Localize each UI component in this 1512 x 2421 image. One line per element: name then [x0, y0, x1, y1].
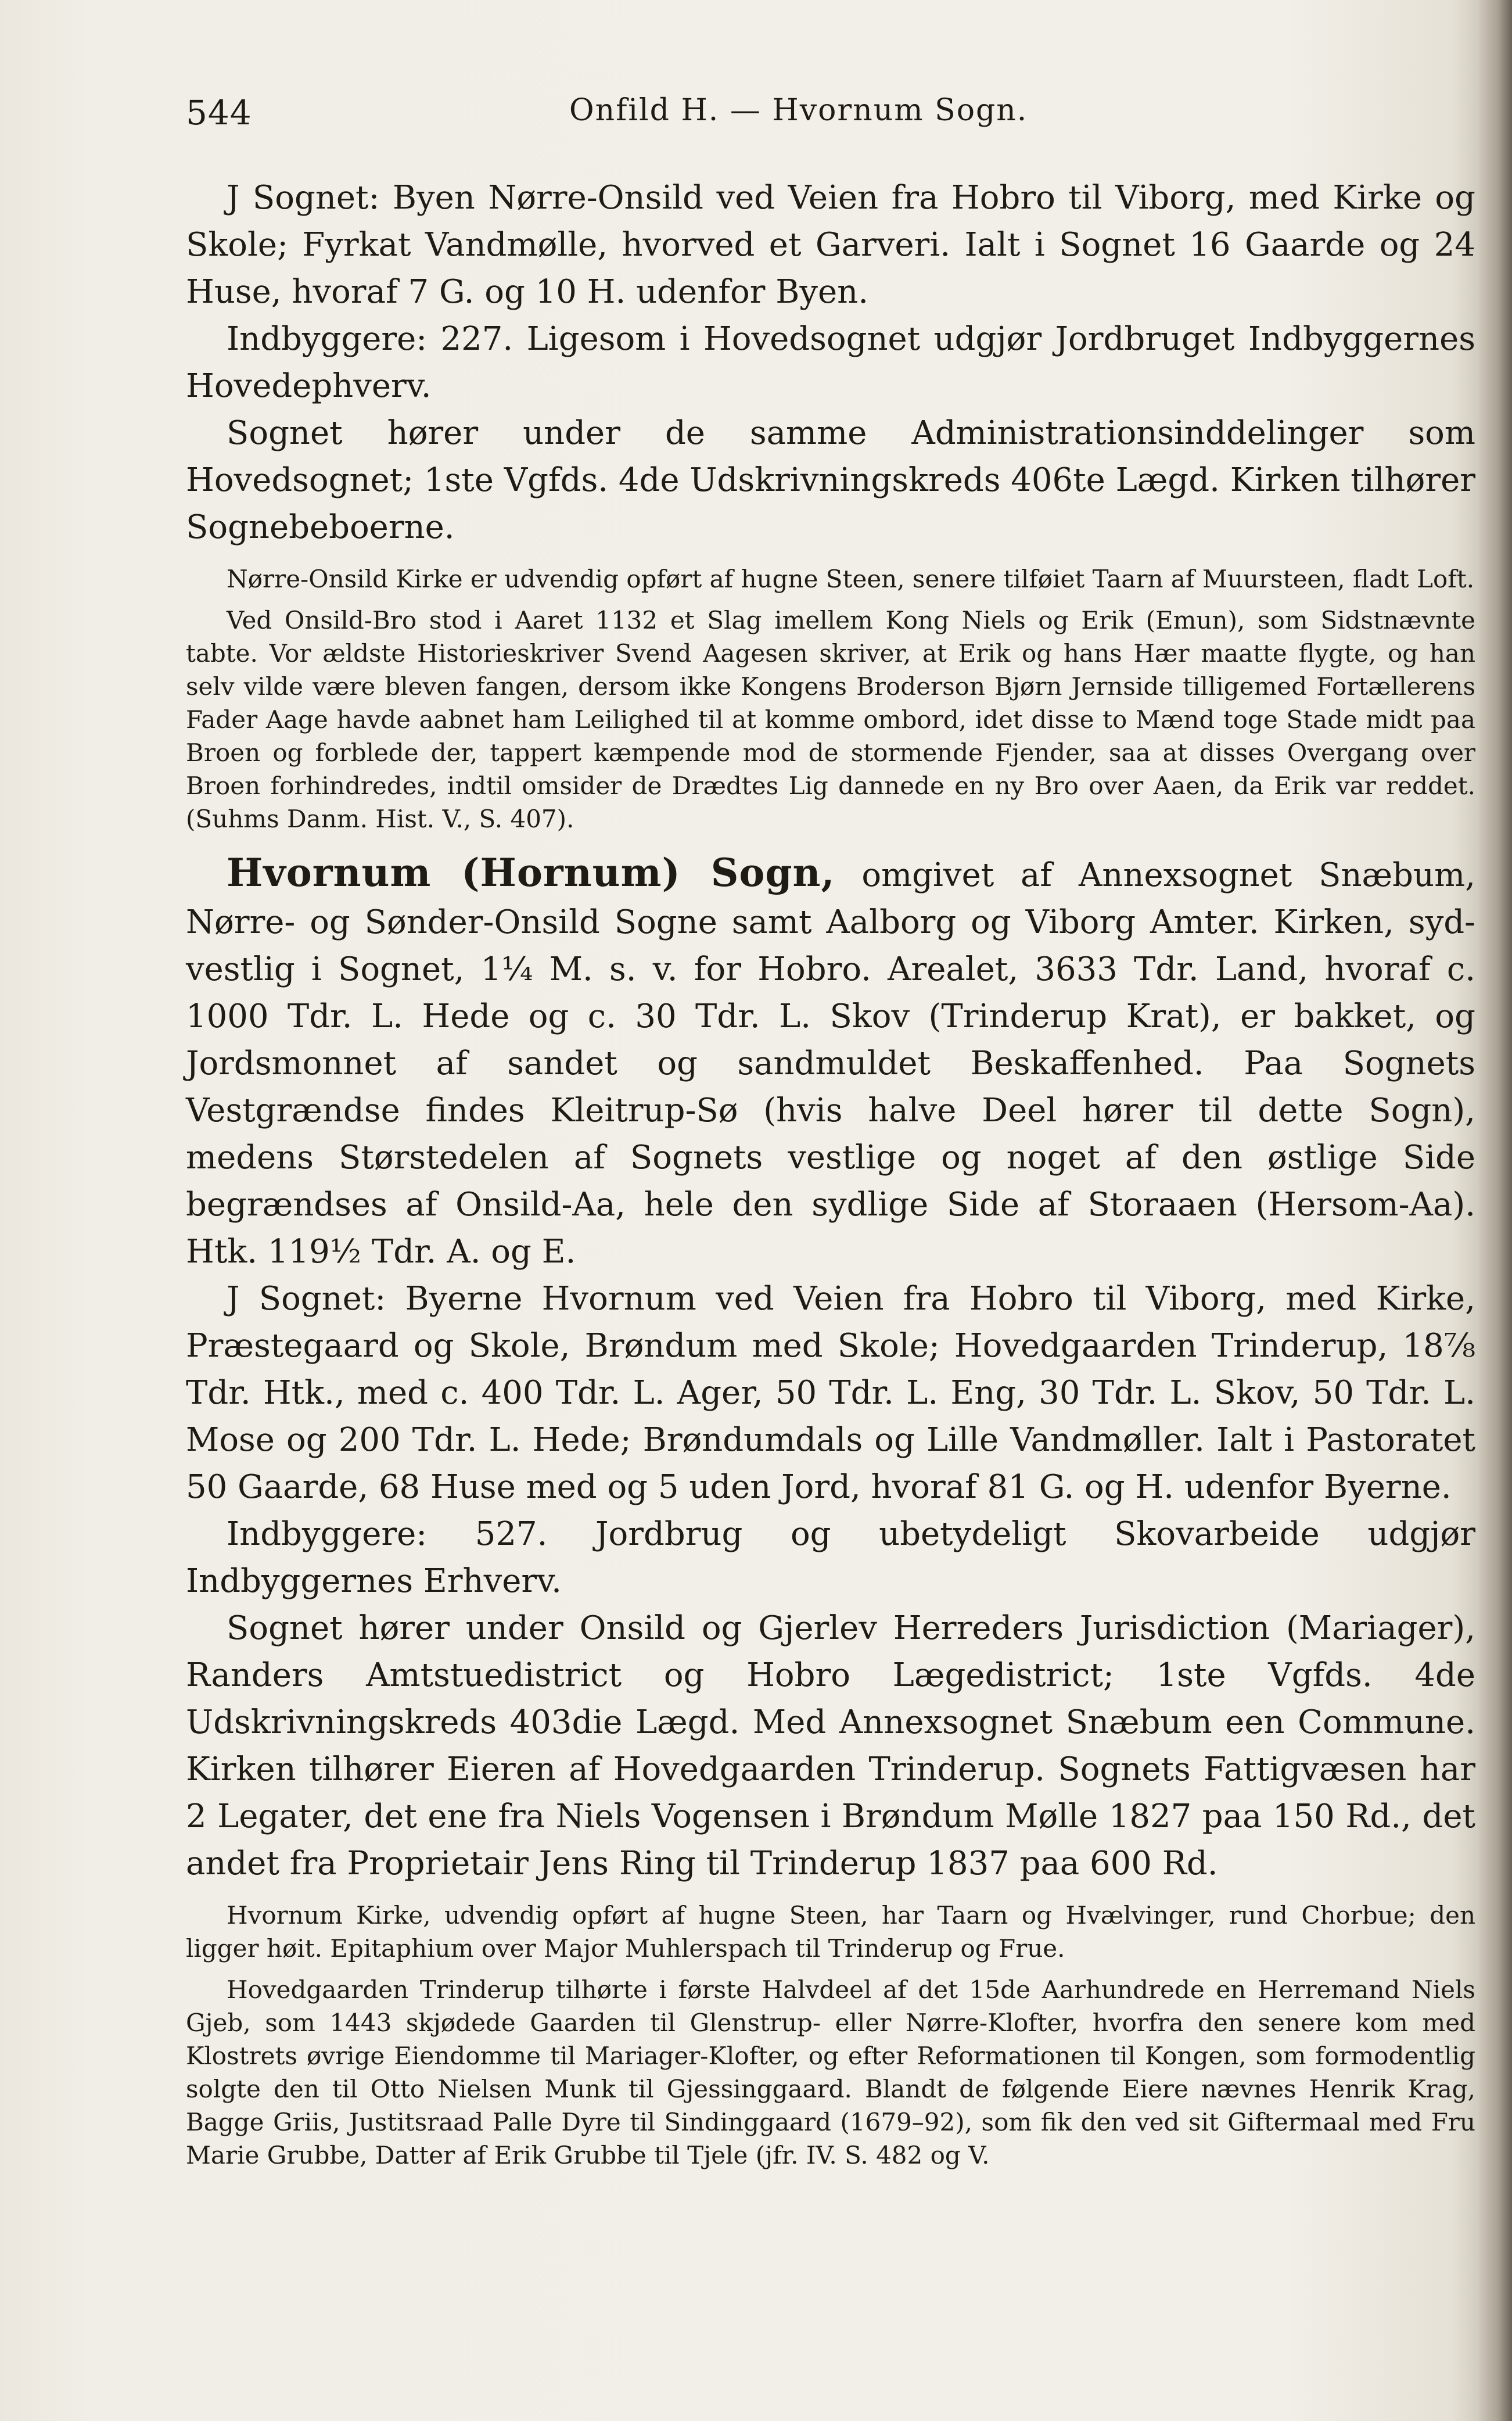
onsild-locations-paragraph: J Sognet: Byen Nørre-Onsild ved Veien fra Hobro til Viborg, med Kirke og Skole; Fyrkat Vandmølle, hvorved et Garveri. Ialt i Sognet 16 Gaarde og 24 Huse, hvoraf 7 G. og 10 H. udenfor Byen.	[186, 179, 1475, 311]
hvornum-administration-paragraph: Sognet hører under Onsild og Gjerlev Herreders Jurisdiction (Mariager), Randers Amtstuedistrict og Hobro Lægedistrict; 1ste Vgfds. 4de Udskrivningskreds 403die Lægd. Med Annexsognet Snæbum een Commune. Kirken tilhører Eieren af Hovedgaarden Trinderup. Sognets Fattigvæsen har 2 Legater, det ene fra Niels Vogensen i Brøndum Mølle 1827 paa 150 Rd., det andet fra Proprietair Jens Ring til Trinderup 1837 paa 600 Rd.	[186, 1609, 1475, 1882]
onsild-inhabitants-paragraph: Indbyggere: 227. Ligesom i Hovedsognet udgjør Jordbruget Indbyggernes Hovedерhverv.	[186, 320, 1475, 405]
section-gap	[186, 835, 1475, 849]
hvornum-church-note: Hvornum Kirke, udvendig opført af hugne Steen, har Taarn og Hvælvinger, rund Chorbue; den ligger høit. Epitaphium over Major Muhlerspach til Trinderup og Frue.	[186, 1901, 1475, 1963]
onsild-administration-paragraph: Sognet hører under de samme Administrationsinddelinger som Hovedsognet; 1ste Vgfds. 4de Udskrivningskreds 406te Lægd. Kirken tilhører Sognebeboerne.	[186, 414, 1475, 546]
hvornum-intro-paragraph	[186, 849, 1475, 1275]
hvornum-intro-text: omgivet af Annexsognet Snæbum, Nørre- og Sønder-Onsild Sogne samt Aalborg og Viborg Amter. Kirken, syd-vestlig i Sognet, 1¼ M. s. v. for Hobro. Arealet, 3633 Tdr. Land, hvoraf c. 1000 Tdr. L. Hede og c. 30 Tdr. L. Skov (Trinderup Krat), er bakket, og Jordsmonnet af sandet og sandmuldet Beskaffenhed. Paa Sognets Vestgrændse findes Kleitrup-Sø (hvis halve Deel hører til dette Sogn), medens Størstedelen af Sognets vestlige og noget af den østlige Side begrændses af Onsild-Aa, hele den sydlige Side af Storaaen (Hersom-Aa). Htk. 119½ Tdr. A. og E.	[186, 856, 1475, 1271]
hvornum-headword: Hvornum (Hornum) Sogn,	[227, 850, 835, 895]
trinderup-history-note: Hovedgaarden Trinderup tilhørte i første Halvdeel af det 15de Aarhundrede en Herremand Niels Gjeb, som 1443 skjødede Gaarden til Glenstrup- eller Nørre-Klofter, hvorfra den senere kom med Klostrets øvrige Eiendomme til Mariager-Klofter, og efter Reformationen til Kongen, som formodentlig solgte den til Otto Nielsen Munk til Gjessinggaard. Blandt de følgende Eiere nævnes Henrik Krag, Bagge Griis, Justitsraad Palle Dyre til Sindinggaard (1679–92), som fik den ved sit Giftermaal med Fru Marie Grubbe, Datter af Erik Grubbe til Tjele (jfr. IV. S. 482 og V.	[186, 1975, 1475, 2169]
running-head: Onfild H. — Hvornum Sogn.	[569, 93, 1028, 128]
hvornum-inhabitants-paragraph: Indbyggere: 527. Jordbrug og ubetydeligt Skovarbeide udgjør Indbyggernes Erhverv.	[186, 1515, 1475, 1600]
page-header	[186, 93, 1464, 145]
page-number: 544	[186, 93, 252, 132]
page-edge-shadow	[1477, 0, 1512, 2421]
hvornum-locations-paragraph: J Sognet: Byerne Hvornum ved Veien fra Hobro til Viborg, med Kirke, Præstegaard og Skole, Brøndum med Skole; Hovedgaarden Trinderup, 18⅞ Tdr. Htk., med c. 400 Tdr. L. Ager, 50 Tdr. L. Eng, 30 Tdr. L. Skov, 50 Tdr. L. Mose og 200 Tdr. L. Hede; Brøndumdals og Lille Vandmøller. Ialt i Pastoratet 50 Gaarde, 68 Huse med og 5 uden Jord, hvoraf 81 G. og H. udenfor Byerne.	[186, 1280, 1475, 1506]
onsild-church-note: Nørre-Onsild Kirke er udvendig opført af hugne Steen, senere tilføiet Taarn af Muursteen, fladt Loft.	[227, 565, 1475, 593]
onsild-bridge-battle-note: Ved Onsild-Bro stod i Aaret 1132 et Slag imellem Kong Niels og Erik (Emun), som Sidstnævnte tabte. Vor ældste Historieskriver Svend Aagesen skriver, at Erik og hans Hær maatte flygte, og han selv vilde være bleven fangen, dersom ikke Kongens Broderson Bjørn Jernside tilligemed Fortællerens Fader Aage havde aabnet ham Leilighed til at komme ombord, idet disse to Mænd toge Stade midt paa Broen og forblede der, tappert kæmpende mod de stormende Fjender, saa at disses Overgang over Broen forhindredes, indtil omsider de Drædtes Lig dannede en ny Bro over Aaen, da Erik var reddet. (Suhms Danm. Hist. V., S. 407).	[186, 606, 1475, 833]
page-content	[186, 174, 1475, 2172]
